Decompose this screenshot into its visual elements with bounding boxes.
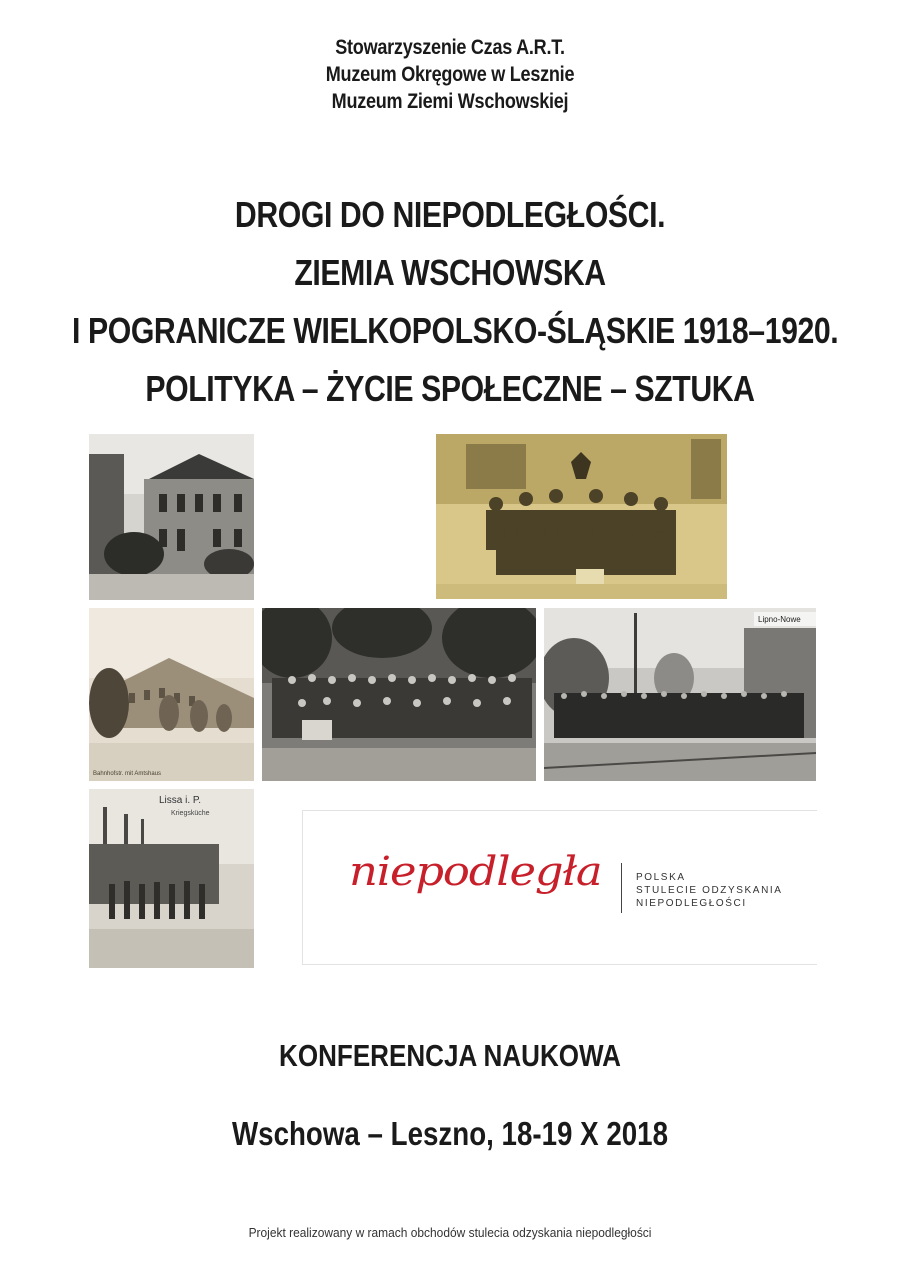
conference-heading: KONFERENCJA NAUKOWA	[279, 1038, 621, 1073]
photo-soldiers-group	[436, 434, 727, 599]
street-caption: Bahnhofstr. mit Amtshaus	[93, 771, 162, 777]
photo-building	[89, 434, 254, 600]
lissa-caption: Lissa i. P.	[159, 795, 202, 806]
title-line-1: DROGI DO NIEPODLEGŁOŚCI.	[234, 194, 666, 235]
document-title	[0, 186, 900, 418]
place-date: Wschowa – Leszno, 18-19 X 2018	[231, 1115, 669, 1152]
photo-railway-station	[544, 608, 816, 781]
logo-text-line-1: POLSKA	[636, 872, 686, 883]
photo-street-postcard	[89, 608, 254, 781]
logo-text-line-3: NIEPODLEGŁOŚCI	[636, 898, 747, 909]
title-line-4: POLITYKA – ŻYCIE SPOŁECZNE – SZTUKA	[145, 368, 755, 409]
logo-text	[636, 871, 783, 910]
logo-divider	[621, 863, 622, 913]
organizer-1: Stowarzyszenie Czas A.R.T.	[335, 36, 565, 59]
logo-script: niepodległa	[349, 849, 602, 895]
title-line-3: I POGRANICZE WIELKOPOLSKO-ŚLĄSKIE 1918–1920.	[72, 310, 839, 351]
logo-text-line-2: STULECIE ODZYSKANIA	[636, 885, 783, 896]
organizer-2: Muzeum Okręgowe w Lesznie	[325, 63, 575, 86]
footer-note: Projekt realizowany w ramach obchodów stulecia odzyskania niepodległości	[248, 1225, 652, 1240]
lissa-subcaption: Kriegsküche	[171, 810, 210, 817]
niepodlegla-logo	[302, 810, 817, 965]
photo-lissa-kitchen	[89, 789, 254, 968]
title-line-2: ZIEMIA WSCHOWSKA	[294, 252, 606, 293]
station-sign: Lipno-Nowe	[758, 615, 801, 624]
organizer-3: Muzeum Ziemi Wschowskiej	[331, 90, 569, 113]
organizers	[0, 34, 900, 115]
photo-troops-outdoor	[262, 608, 536, 781]
